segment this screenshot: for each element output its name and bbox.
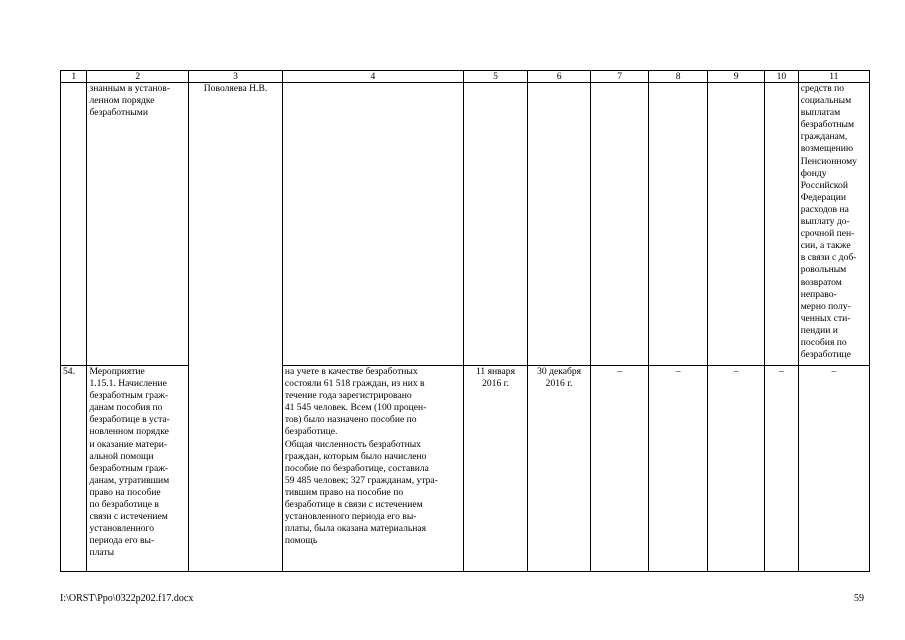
column-number: 6 [528, 71, 591, 83]
cell-col8 [649, 83, 708, 366]
cell-line: помощь [284, 535, 318, 547]
row-number-cell [61, 83, 87, 366]
end-date-cell [528, 83, 591, 366]
column-number: 5 [463, 71, 527, 83]
cell-line: право на пособие [89, 486, 161, 498]
cell-line: безработным [800, 119, 855, 131]
cell-line: пособия по [800, 336, 847, 348]
cell-col10 [765, 366, 799, 572]
responsible-person: Поволяева Н.В. [203, 83, 268, 94]
cell-line: расходов на [800, 203, 849, 215]
cell-line: безработице в уста- [89, 414, 170, 426]
cell-line: Пенсионному [800, 155, 857, 167]
cell-line: Российской [800, 179, 848, 191]
measure-name-cell [87, 366, 189, 572]
dash-value: – [675, 366, 681, 377]
cell-line: тов) было назначено пособие по [284, 414, 417, 426]
column-number-row [61, 71, 870, 83]
cell-line: пендии и [800, 324, 838, 336]
dash-value: – [617, 366, 623, 377]
cell-line: граждан, которым было начислено [284, 450, 427, 462]
cell-line: состояли 61 518 граждан, из них в [284, 378, 425, 390]
cell-line: выплатам [800, 107, 841, 119]
cell-col9 [708, 83, 765, 366]
page-number: 59 [854, 593, 864, 604]
cell-line: средств по [800, 83, 845, 94]
cell-line: 2016 г. [545, 378, 573, 390]
cell-line: и оказание матери- [89, 438, 168, 450]
cell-line: ленном порядке [89, 95, 155, 107]
result-cell [282, 83, 463, 366]
cell-line: безработным граж- [89, 390, 169, 402]
cell-line: безработным граж- [89, 462, 169, 474]
cell-line: сии, а также [800, 240, 851, 252]
notes-cell [798, 83, 869, 366]
cell-line: безработице [800, 349, 851, 361]
cell-line: данам, утратившим [89, 474, 170, 486]
cell-line: 1.15.1. Начисление [89, 378, 167, 390]
measure-name-cell [87, 83, 189, 366]
column-number: 1 [61, 71, 87, 83]
start-date-cell [463, 83, 527, 366]
cell-line: 41 545 человек. Всем (100 процен- [284, 402, 427, 414]
cell-line: платы, была оказана материальная [284, 523, 427, 535]
column-number: 7 [591, 71, 649, 83]
dash-value: – [779, 366, 784, 377]
file-path-footer: I:\ORST\Ppo\0322p202.f17.docx [60, 593, 194, 604]
cell-line: безработице в связи с истечением [284, 499, 423, 511]
cell-line: гражданам, [800, 131, 848, 143]
cell-line: неправо- [800, 288, 837, 300]
cell-line: ченных сти- [800, 312, 851, 324]
cell-line: в связи с доб- [800, 252, 857, 264]
table-row [61, 366, 870, 572]
dash-value: – [831, 366, 837, 377]
column-number: 3 [189, 71, 283, 83]
cell-line: альной помощи [89, 450, 154, 462]
dash-value: – [733, 366, 739, 377]
cell-line: социальным [800, 95, 852, 107]
column-number: 8 [649, 71, 708, 83]
cell-line: новленном порядке [89, 426, 169, 438]
column-number: 9 [708, 71, 765, 83]
start-date-cell [463, 366, 527, 572]
cell-line: 2016 г. [482, 378, 509, 390]
cell-line: мерно полу- [800, 300, 851, 312]
cell-line: безработице. [284, 426, 338, 438]
cell-col7 [591, 366, 649, 572]
cell-line: пособие по безработице, составила [284, 462, 429, 474]
cell-col8 [649, 366, 708, 572]
column-number: 4 [282, 71, 463, 83]
end-date-cell [528, 366, 591, 572]
table-row [61, 83, 870, 366]
cell-line: Общая численность безработных [284, 438, 421, 450]
cell-line: Мероприятие [89, 366, 145, 377]
report-table [60, 70, 870, 572]
cell-line: платы [89, 547, 115, 559]
cell-line: 11 января [475, 366, 516, 377]
cell-line: знанным в установ- [89, 83, 171, 94]
row-number-cell [61, 366, 87, 572]
column-number: 2 [87, 71, 189, 83]
cell-line: тившим право на пособие по [284, 486, 404, 498]
column-number: 11 [798, 71, 869, 83]
cell-col10 [765, 83, 799, 366]
cell-line: 59 485 человек; 327 гражданам, утра- [284, 474, 438, 486]
cell-col9 [708, 366, 765, 572]
cell-line: 30 декабря [537, 366, 582, 377]
responsible-person-cell [189, 83, 283, 572]
cell-line: выплату до- [800, 216, 850, 228]
cell-line: возмещению [800, 143, 854, 155]
notes-cell [798, 366, 869, 572]
cell-line: фонду [800, 167, 827, 179]
cell-line: безработными [89, 107, 148, 119]
column-number: 10 [765, 71, 799, 83]
cell-line: Федерации [800, 191, 847, 203]
cell-line: течение года зарегистрировано [284, 390, 412, 402]
row-number: 54. [63, 366, 75, 377]
cell-line: по безработице в [89, 499, 159, 511]
cell-col7 [591, 83, 649, 366]
result-cell [282, 366, 463, 572]
cell-line: срочной пен- [800, 228, 855, 240]
cell-line: данам пособия по [89, 402, 163, 414]
cell-line: связи с истечением [89, 511, 168, 523]
cell-line: ровольным [800, 264, 847, 276]
cell-line: возвратом [800, 276, 842, 288]
cell-line: периода его вы- [89, 535, 155, 547]
cell-line: установленного [89, 523, 155, 535]
cell-line: на учете в качестве безработных [284, 366, 418, 377]
cell-line: установленного периода его вы- [284, 511, 417, 523]
